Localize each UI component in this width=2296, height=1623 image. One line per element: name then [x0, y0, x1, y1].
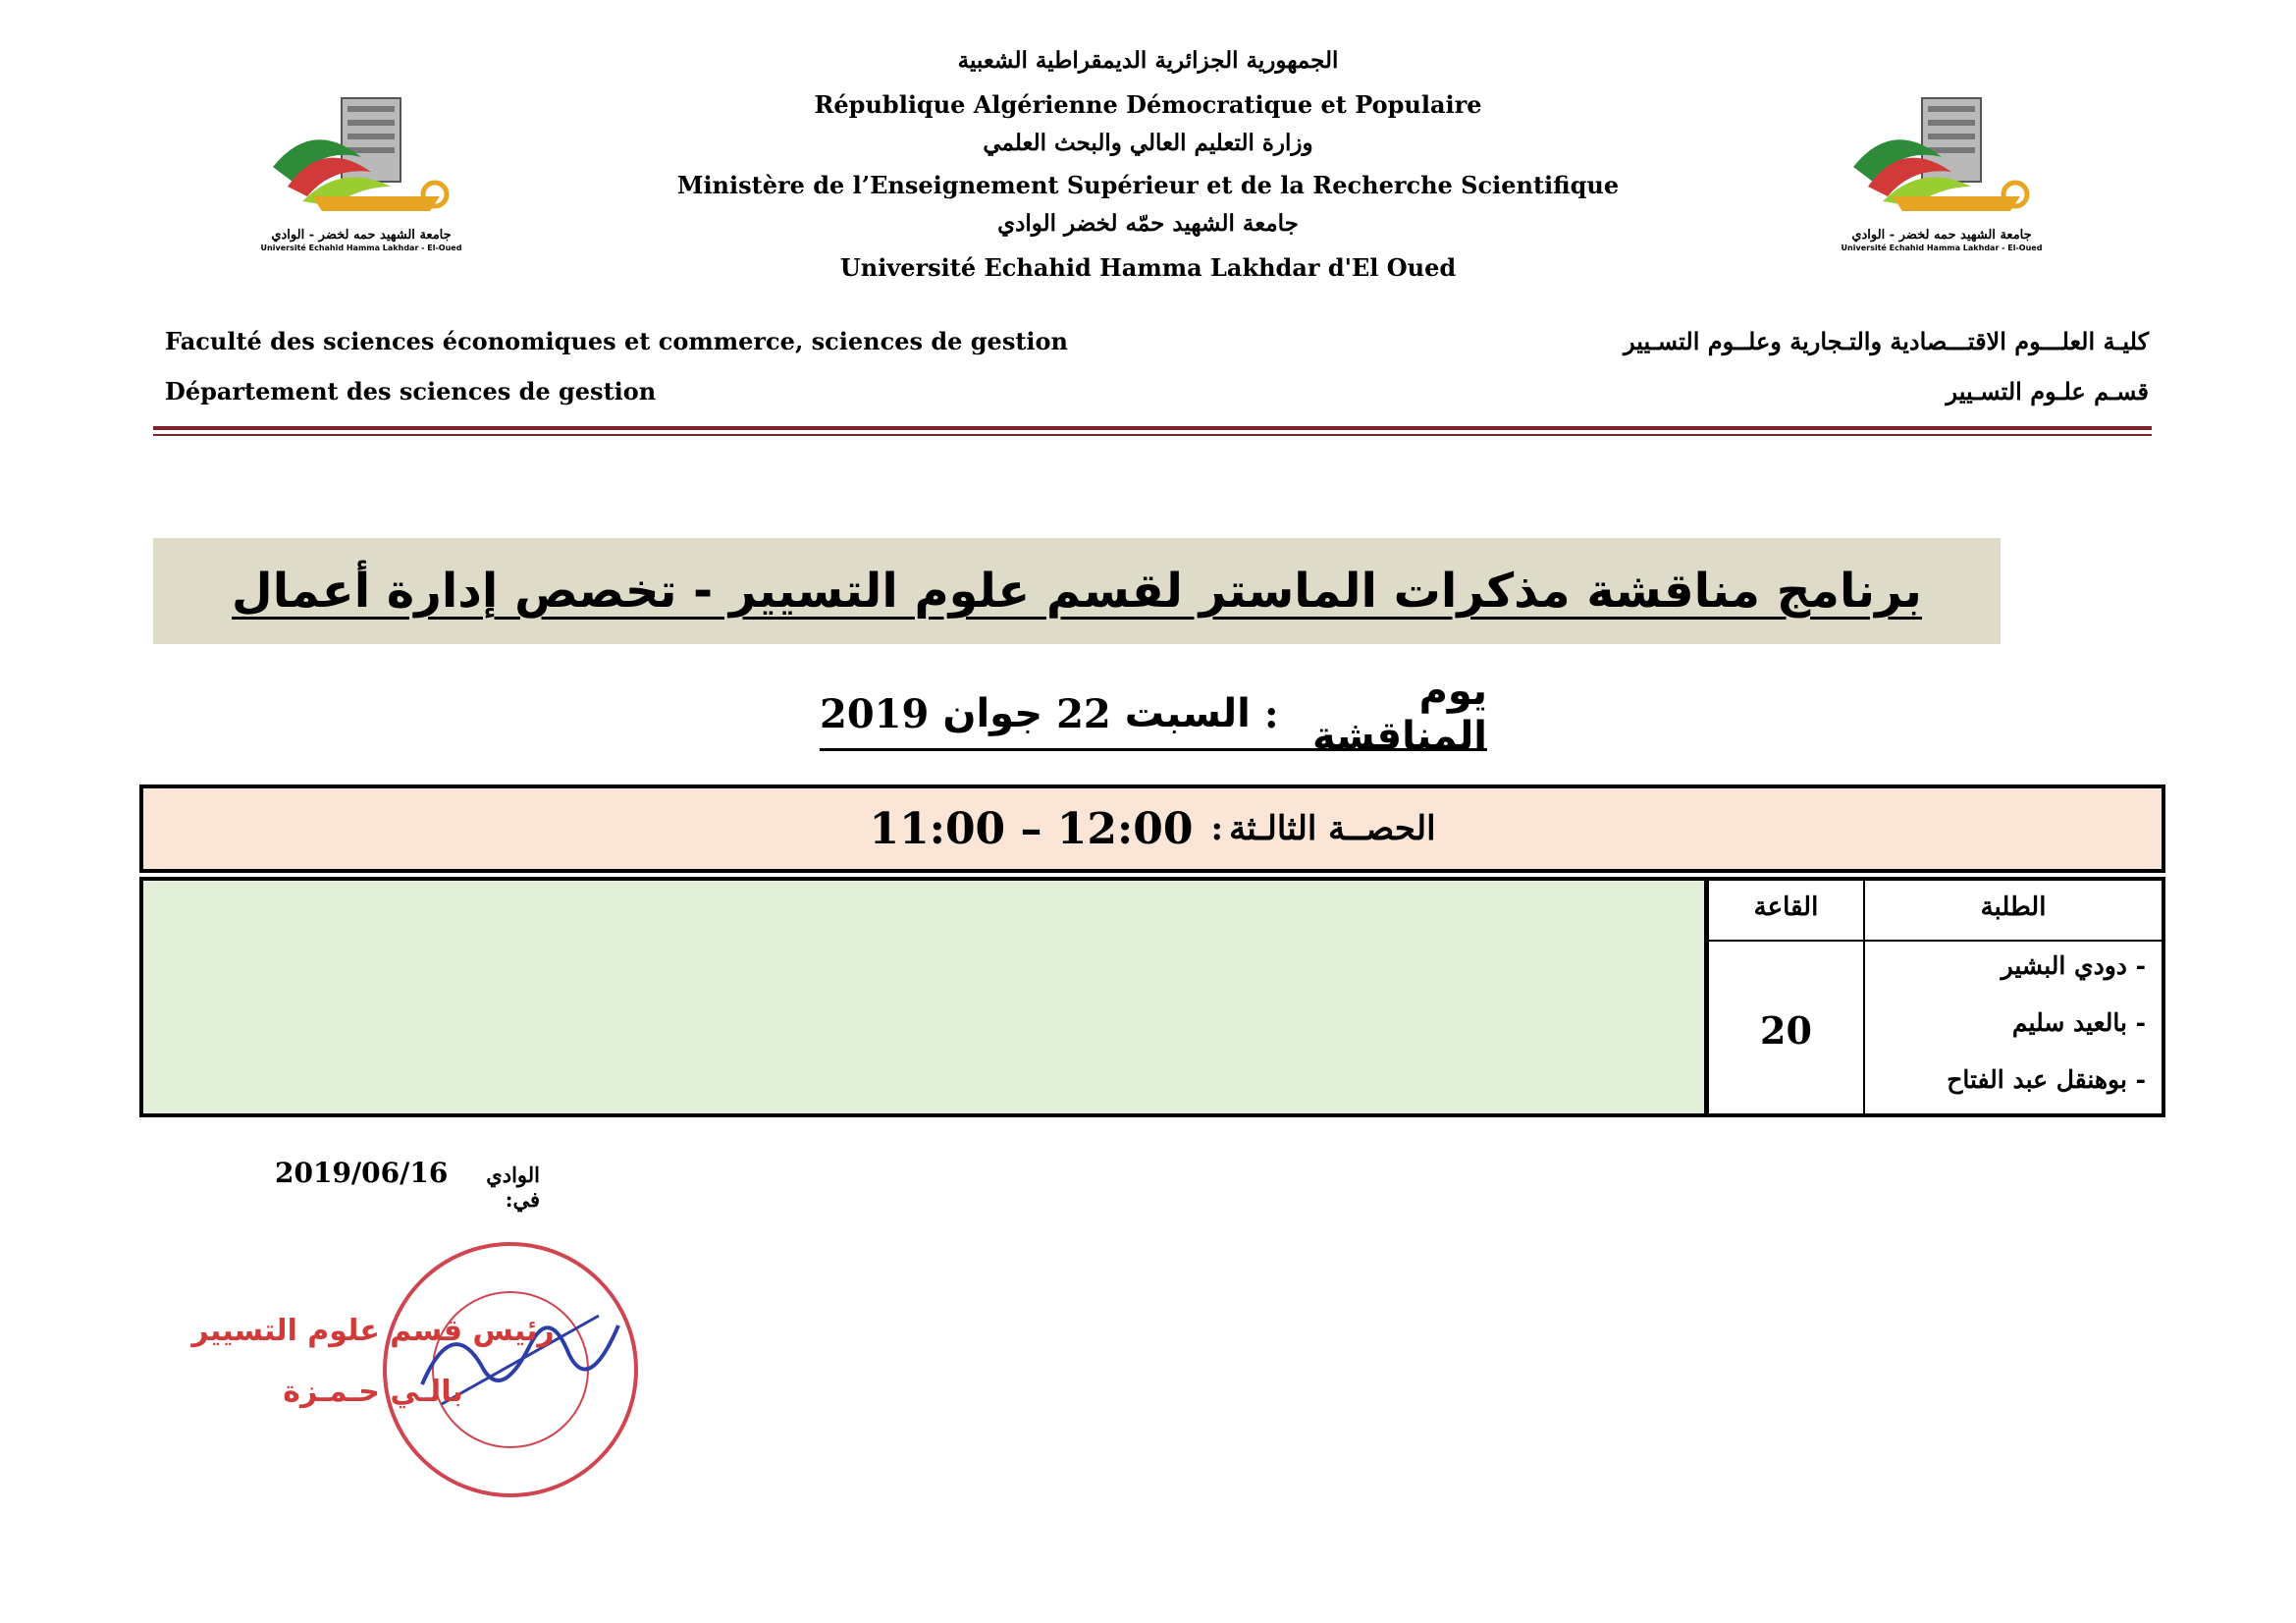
logo-caption-ar: جامعة الشهيد حمه لخضر - الوادي: [271, 228, 452, 243]
header-ar-ministry: وزارة التعليم العالي والبحث العلمي: [983, 130, 1313, 156]
session-header: [139, 784, 2165, 873]
signature-title: رئيس قسم علوم التسيير: [191, 1314, 555, 1348]
header-fr-ministry: Ministère de l’Enseignement Supérieur et de la Recherche Scientifique: [676, 171, 1620, 199]
col-room-header: القاعة: [1753, 893, 1819, 922]
date-month: جوان: [942, 691, 1043, 736]
university-logo-right: [1834, 88, 2050, 255]
schedule-table: [139, 877, 2165, 1117]
session-colon: :: [1210, 809, 1224, 848]
discussion-date: [820, 669, 1487, 759]
student-3: - بوهنقل عبد الفتاح: [1947, 1065, 2146, 1094]
table-header-divider: [1709, 940, 2162, 942]
logo-caption-ar: جامعة الشهيد حمه لخضر - الوادي: [1851, 228, 2032, 243]
department-ar: قسـم علـوم التسـيير: [1946, 377, 2149, 406]
header-ar-republic: الجمهورية الجزائرية الديمقراطية الشعبية: [957, 47, 1339, 74]
signature-name: بالـي حـمـزة: [283, 1375, 463, 1409]
logo-caption-fr: Université Echahid Hamma Lakhdar - El-Oued: [1841, 243, 2043, 252]
footer-date: [275, 1157, 540, 1212]
header-divider-thin: [153, 434, 2152, 436]
date-year: 2019: [820, 690, 930, 737]
session-label: الحصــة الثالـثة: [1229, 809, 1436, 848]
page-title: [153, 538, 2001, 644]
header-ar-university: جامعة الشهيد حمّه لخضر الوادي: [997, 210, 1299, 237]
footer-date-value: 2019/06/16: [275, 1157, 449, 1189]
header-fr-republic: République Algérienne Démocratique et Populaire: [814, 90, 1482, 119]
date-number: 22: [1056, 690, 1111, 737]
university-logo-left: [253, 88, 469, 255]
date-label: يوم المناقشة: [1311, 669, 1487, 759]
table-empty-area: [143, 881, 1704, 1113]
col-students-header: الطلبة: [1980, 893, 2047, 922]
department-fr: Département des sciences de gestion: [165, 377, 657, 406]
date-day: السبت: [1124, 691, 1251, 736]
date-colon: :: [1263, 690, 1279, 737]
logo-caption-fr: Université Echahid Hamma Lakhdar - El-Oued: [260, 243, 462, 252]
page-title-text: برنامج مناقشة مذكرات الماستر لقسم علوم التسيير - تخصص إدارة أعمال: [232, 564, 1922, 619]
session-time: 11:00 – 12:00: [869, 803, 1194, 854]
student-1: - دودي البشير: [2001, 951, 2146, 980]
header-divider-thick: [153, 426, 2152, 430]
student-2: - بالعيد سليم: [2011, 1008, 2146, 1037]
room-number: 20: [1760, 1008, 1812, 1053]
faculty-fr: Faculté des sciences économiques et commerce, sciences de gestion: [165, 327, 1068, 355]
faculty-ar: كليـة العلـــوم الاقتـــصادية والتـجارية وعلــوم التسـيير: [1623, 327, 2149, 355]
header-fr-university: Université Echahid Hamma Lakhdar d'El Oued: [839, 253, 1457, 282]
footer-place-label: الوادي في:: [486, 1163, 540, 1212]
